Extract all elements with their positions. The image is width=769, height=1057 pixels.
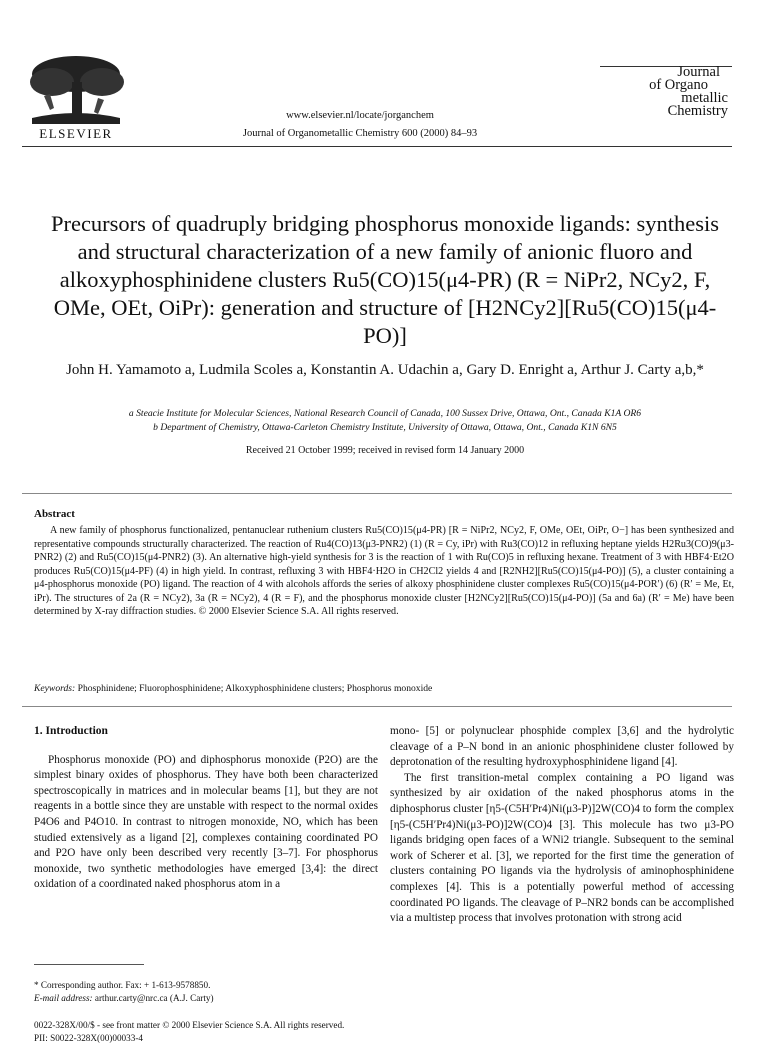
email-note bbox=[34, 992, 378, 1005]
journal-logo-line: Journal bbox=[677, 64, 720, 80]
left-column bbox=[34, 724, 378, 893]
article-title: Precursors of quadruply bridging phosphorus monoxide ligands: synthesis and structural characterization of a new family of anionic fluoro and alkoxyphosphinidene clusters Ru5(CO)15(μ4-PR) (R = NiPr2, NCy2, F, OMe, OEt, OiPr): generation and structure of [H2NCy2][Ru5(CO)15(μ4-PO)] bbox=[50, 211, 720, 348]
affiliation-b: b Department of Chemistry, Ottawa-Carleton Chemistry Institute, University of Ottawa, Ottawa, Ont., Canada K1N 6N5 bbox=[153, 422, 617, 433]
journal-url[interactable]: www.elsevier.nl/locate/jorganchem bbox=[286, 110, 434, 121]
keywords bbox=[34, 683, 734, 694]
journal-logo bbox=[608, 66, 728, 118]
intro-paragraph-continued: mono- [5] or polynuclear phosphide complex [3,6] and the hydrolytic cleavage of a P–N bond in an anionic phosphinidene cluster followed by deprotonation of the resulting hydroxyphosphinidene ligand [4]. bbox=[390, 725, 734, 769]
corresponding-author-note: * Corresponding author. Fax: + 1-613-9578850. bbox=[34, 980, 211, 990]
section-heading: 1. Introduction bbox=[34, 725, 108, 737]
publisher-name: ELSEVIER bbox=[39, 126, 113, 141]
email-address[interactable]: arthur.carty@nrc.ca (A.J. Carty) bbox=[94, 993, 214, 1003]
abstract-bottom-rule bbox=[22, 706, 732, 707]
elsevier-tree-icon bbox=[22, 52, 130, 126]
journal-logo-line: of Organo bbox=[649, 77, 708, 93]
journal-logo-line: metallic bbox=[681, 90, 728, 106]
keywords-list: Phosphinidene; Fluorophosphinidene; Alkoxyphosphinidene clusters; Phosphorus monoxide bbox=[77, 683, 433, 694]
affiliation-a: a Steacie Institute for Molecular Sciences, National Research Council of Canada, 100 Sussex Drive, Ottawa, Ont., Canada K1A OR6 bbox=[128, 408, 642, 419]
intro-paragraph: Phosphorus monoxide (PO) and diphosphorus monoxide (P2O) are the simplest binary oxides of phosphorus. They have both been characterized spectroscopically in matrices and in molecular beams [1], but they are not reagents in a bottle since they are unstable with respect to the normal oxides P4O6 and P4O10. In contrast to nitrogen monoxide, NO, which has been studied extensively as a ligand [2], complexes containing coordinated PO and P2O have only been described very recently [3–7]. For phosphorus monoxide, two synthetic methodologies have emerged [3,4]: the direct oxidation of a coordinated naked phosphorus atom in a bbox=[34, 753, 378, 891]
abstract-text: A new family of phosphorus functionalized, pentanuclear ruthenium clusters Ru5(CO)15(μ4-PR) [R = NiPr2, NCy2, F, OMe, OEt, OiPr, O−] has been synthesized and representative compounds structurally characterized. The reaction of Ru4(CO)13(μ3-PNR2) (1) (R = Cy, iPr) with Ru3(CO)12 in refluxing heptane yields H2Ru3(CO)9(μ3-PNR2) (2) and Ru5(CO)15(μ4-PNR2) (3). An alternative high-yield synthesis for 3 is the reaction of 1 with Ru(CO)5 in refluxing hexane. Treatment of 3 with HBF4·Et2O produces Ru5(CO)15(μ4-PF) (4) in high yield. In contrast, refluxing 3 with HBF4·H2O in CH2Cl2 yields 4 and [R2NH2][Ru5(CO)15(μ4-PO)] (5), a cluster containing a μ4-phosphorus monoxide (PO) ligand. The reaction of 4 with alcohols affords the series of alkoxy phosphinidene cluster complexes Ru5(CO)15(μ4-POR′) (6) (R′ = Me, Et, iPr). The structures of 2a (R = NCy2), 3a (R = NCy2), 4 (R = F), and the phosphorus monoxide cluster [H2NCy2][Ru5(CO)15(μ4-PO)] (5a and 6a) (R′ = Me) have been determined by X-ray diffraction studies. © 2000 Elsevier Science S.A. All rights reserved. bbox=[34, 525, 734, 617]
footnote-rule bbox=[34, 964, 144, 965]
abstract-top-rule bbox=[22, 493, 732, 494]
abstract-body bbox=[34, 524, 734, 619]
email-label: E-mail address: bbox=[34, 993, 93, 1003]
abstract-heading: Abstract bbox=[34, 508, 75, 520]
journal-citation: Journal of Organometallic Chemistry 600 (2000) 84–93 bbox=[242, 128, 478, 139]
keywords-label: Keywords: bbox=[34, 683, 76, 694]
pii-line: PII: S0022-328X(00)00033-4 bbox=[34, 1033, 143, 1043]
issn-line: 0022-328X/00/$ - see front matter © 2000 Elsevier Science S.A. All rights reserved. bbox=[34, 1020, 345, 1030]
header-rule bbox=[22, 146, 732, 147]
right-column bbox=[390, 724, 734, 927]
article-authors: John H. Yamamoto a, Ludmila Scoles a, Konstantin A. Udachin a, Gary D. Enright a, Arthur J. Carty a,b,* bbox=[66, 362, 704, 378]
received-dates: Received 21 October 1999; received in revised form 14 January 2000 bbox=[245, 445, 525, 456]
intro-paragraph-2: The first transition-metal complex containing a PO ligand was synthesized by air oxidation of the naked phosphorus atoms in the diphosphorus cluster [η5-(C5H′Pr4)Ni(μ3-P)]2W(CO)4 to form the complex [η5-(C5H′Pr4)Ni(μ3-PO)]2W(CO)4 [3]. This molecule has two μ3-PO ligands bridging open faces of a WNi2 triangle. Subsequent to the seminal work of Scherer et al. [3], we reported for the first time the generation of clusters containing PO ligands via the hydrolysis of aminophosphinidene complexes [4]. This is a potentially powerful method of accessing coordinated PO ligands. The cleavage of P–NR2 bonds can be accomplished via a multistep process that involves protonation with strong acid bbox=[390, 771, 734, 925]
journal-logo-line: Chemistry bbox=[667, 103, 728, 119]
